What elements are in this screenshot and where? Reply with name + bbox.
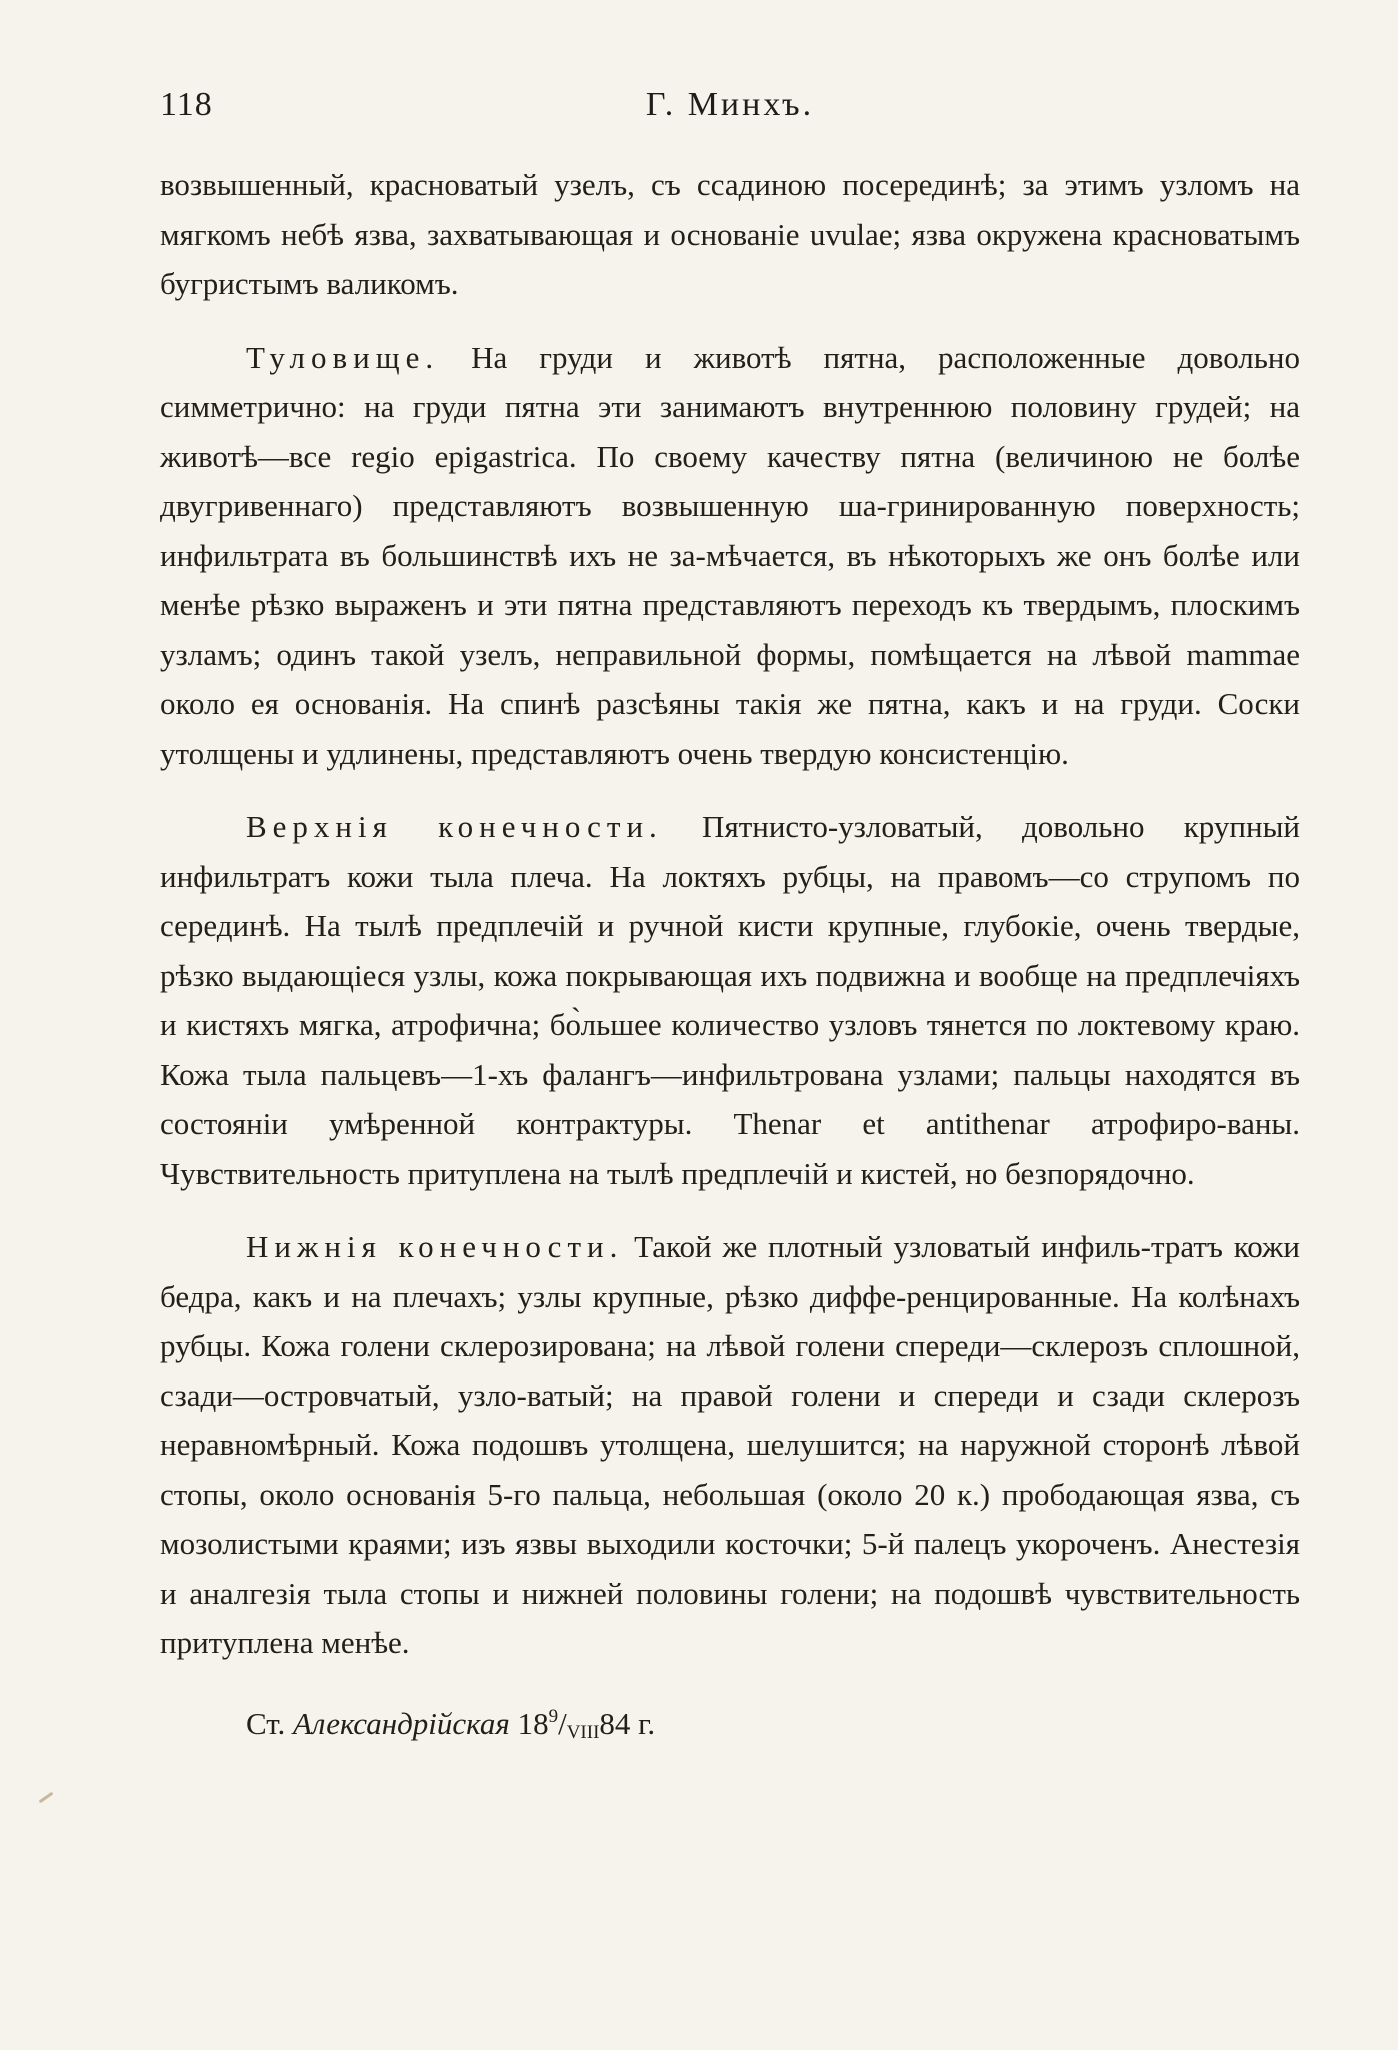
paragraph-torso [160,333,1300,779]
paragraph-lower-limbs [160,1222,1300,1668]
paragraph-text: Такой же плотный узловатый инфиль-тратъ кожи бедра, какъ и на плечахъ; узлы крупные, рѣзко диффе-ренцированные. На колѣнахъ рубцы. Кожа голени склерозирована; на лѣвой голени спереди—склерозъ сплошной, сзади—островчатый, узло-ватый; на правой голени и спереди и сзади склерозъ неравномѣрный. Кожа подошвъ утолщена, шелушится; на наружной сторонѣ лѣвой стопы, около основанія 5-го пальца, небольшая (около 20 к.) прободающая язва, съ мозолистыми краями; изъ язвы выходили косточки; 5-й палецъ укороченъ. Анестезія и аналгезія тыла стопы и нижней половины голени; на подошвѣ чувствительность притуплена менѣе. [160,1229,1300,1660]
paper-speck [39,1792,54,1804]
running-head: Г. Минхъ. [645,86,815,123]
signature-place: Александрійская [292,1705,510,1741]
paragraph-text: возвышенный, красноватый узелъ, съ ссадиною посерединѣ; за этимъ узломъ на мягкомъ небѣ язва, захватывающая и основаніе uvulae; язва окружена красноватымъ бугристымъ валикомъ. [160,167,1300,301]
page-number: 118 [160,86,213,123]
signature-year: 84 [599,1705,631,1741]
paragraph-text: На груди и животѣ пятна, расположенные довольно симметрично: на груди пятна эти занимаютъ внутреннюю половину грудей; на животѣ—все regio epigastrica. По своему качеству пятна (величиною не болѣе двугривеннаго) представляютъ возвышенную ша-гринированную поверхность; инфильтрата въ большинствѣ ихъ не за-мѣчается, въ нѣкоторыхъ же онъ болѣе или менѣе рѣзко выраженъ и эти пятна представляютъ переходъ къ твердымъ, плоскимъ узламъ; одинъ такой узелъ, неправильной формы, помѣщается на лѣвой mammae около ея основанія. На спинѣ разсѣяны такія же пятна, какъ и на груди. Соски утолщены и удлинены, представляютъ очень твердую консистенцію. [160,339,1300,771]
paragraph-continuation [160,160,1300,309]
paragraph-upper-limbs [160,802,1300,1198]
section-heading-upper-limbs: Верхнія конечности. [246,809,663,844]
signature-month: VIII [566,1721,600,1743]
signature-line: Ст. Александрійская $18^9/_{VIII}84$ г. [246,1705,656,1743]
page-header [160,86,1300,134]
signature-day: 18 [517,1705,549,1741]
paragraph-text: Пятнисто-узловатый, довольно крупный инфильтратъ кожи тыла плеча. На локтяхъ рубцы, на правомъ—со струпомъ по серединѣ. На тылѣ предплечій и ручной кисти крупные, глубокіе, очень твердые, рѣзко выдающіеся узлы, кожа покрывающая ихъ подвижна и вообще на предплечіяхъ и кистяхъ мягка, атрофична; бо̀льшее количество узловъ тянется по локтевому краю. Кожа тыла пальцевъ—1-хъ фалангъ—инфильтрована узлами; пальцы находятся въ состояніи умѣренной контрактуры. Thenar et antithenar атрофиро-ваны. Чувствительность притуплена на тылѣ предплечій и кистей, но безпорядочно. [160,809,1300,1191]
page-body [160,160,1300,1781]
section-heading-torso: Туловище. [246,339,440,375]
signature-day-superscript: 9 [548,1705,559,1727]
signature-prefix: Ст. [246,1705,286,1741]
section-heading-lower-limbs: Нижнія конечности. [246,1229,624,1264]
signature-suffix: г. [638,1705,656,1741]
